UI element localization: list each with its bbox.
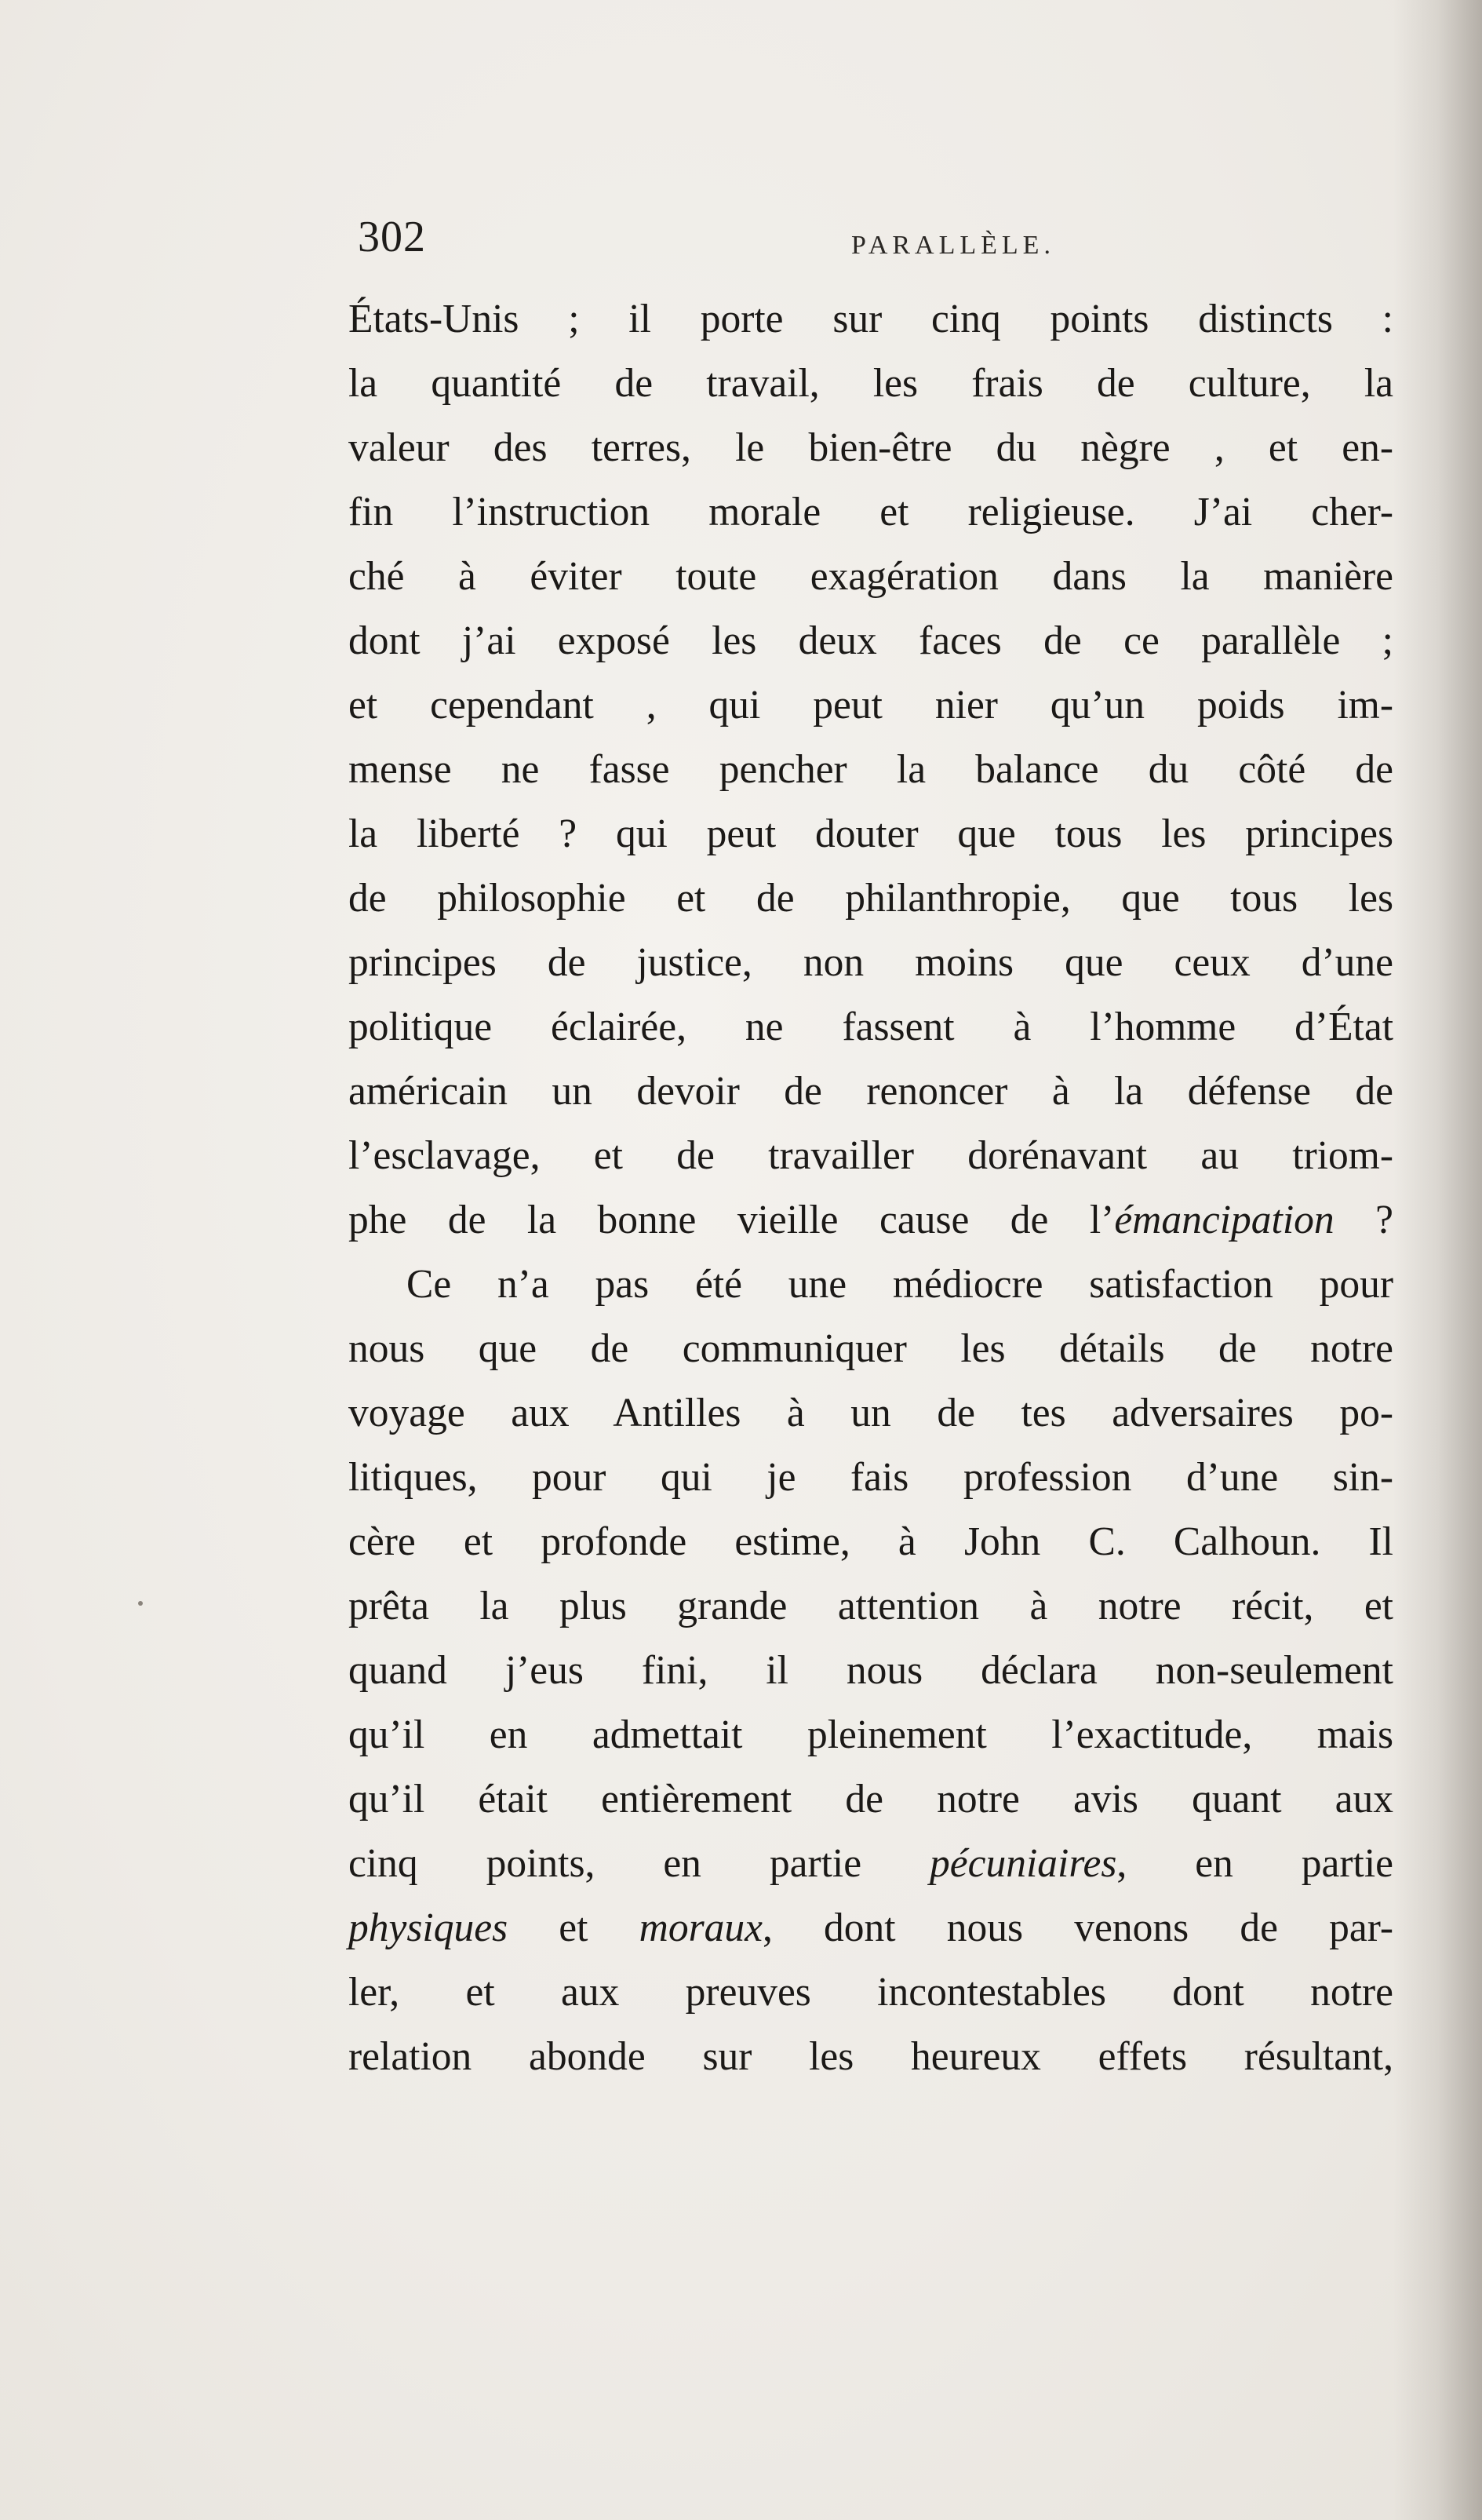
line-text: et cependant , qui peut nier qu’un poids im- bbox=[348, 683, 1393, 728]
line-text: l’esclavage, et de travailler dorénavant au triom- bbox=[348, 1133, 1393, 1178]
text-line bbox=[348, 1896, 1393, 1960]
line-text: fin l’instruction morale et religieuse. J’ai cher- bbox=[348, 490, 1393, 534]
line-text: qu’il était entièrement de notre avis quant aux bbox=[348, 1777, 1393, 1822]
line-text: cère et profonde estime, à John C. Calhoun. Il bbox=[348, 1519, 1393, 1564]
line-text: valeur des terres, le bien-être du nègre , et en- bbox=[348, 425, 1393, 470]
text-line bbox=[348, 802, 1393, 866]
text-line bbox=[348, 1124, 1393, 1188]
text-line bbox=[348, 1188, 1393, 1253]
text-line bbox=[348, 866, 1393, 931]
text-line bbox=[348, 1703, 1393, 1767]
line-text: dont j’ai exposé les deux faces de ce parallèle ; bbox=[348, 618, 1393, 663]
line-text: ? bbox=[1334, 1198, 1393, 1242]
line-text: politique éclairée, ne fassent à l’homme d’État bbox=[348, 1005, 1393, 1049]
line-text: la liberté ? qui peut douter que tous les principes bbox=[348, 811, 1393, 856]
line-text: , dont nous venons de par- bbox=[762, 1905, 1393, 1950]
line-text: litiques, pour qui je fais profession d’une sin- bbox=[348, 1455, 1393, 1500]
line-text: principes de justice, non moins que ceux d’une bbox=[348, 940, 1393, 985]
text-line bbox=[348, 1510, 1393, 1574]
line-text: nous que de communiquer les détails de notre bbox=[348, 1326, 1393, 1371]
line-text: voyage aux Antilles à un de tes adversaires po- bbox=[348, 1391, 1393, 1435]
body-text bbox=[348, 287, 1393, 2089]
line-text: quand j’eus fini, il nous déclara non-seulement bbox=[348, 1648, 1393, 1693]
line-text: relation abonde sur les heureux effets résultant, bbox=[348, 2034, 1393, 2079]
line-text: cinq points, en partie bbox=[348, 1841, 930, 1886]
line-text: mense ne fasse pencher la balance du côté de bbox=[348, 747, 1393, 792]
line-text: et bbox=[508, 1905, 639, 1950]
line-text: , en partie bbox=[1116, 1841, 1393, 1886]
text-line bbox=[348, 545, 1393, 609]
italic-text: émancipation bbox=[1114, 1198, 1335, 1242]
text-line bbox=[348, 1381, 1393, 1446]
italic-text: physiques bbox=[348, 1905, 508, 1950]
line-text: ché à éviter toute exagération dans la manière bbox=[348, 554, 1393, 599]
text-line bbox=[348, 1960, 1393, 2025]
text-line bbox=[348, 673, 1393, 738]
page-number: 302 bbox=[358, 213, 426, 261]
text-line bbox=[348, 609, 1393, 673]
line-text: la quantité de travail, les frais de culture, la bbox=[348, 361, 1393, 406]
line-text: de philosophie et de philanthropie, que tous les bbox=[348, 876, 1393, 921]
line-text: phe de la bonne vieille cause de l’ bbox=[348, 1198, 1115, 1242]
text-line bbox=[348, 2025, 1393, 2089]
italic-text: pécuniaires bbox=[930, 1841, 1117, 1886]
text-line bbox=[348, 480, 1393, 545]
line-text: États-Unis ; il porte sur cinq points distincts : bbox=[348, 297, 1393, 341]
text-line bbox=[348, 287, 1393, 352]
line-text: qu’il en admettait pleinement l’exactitude, mais bbox=[348, 1712, 1393, 1757]
line-text: ler, et aux preuves incontestables dont notre bbox=[348, 1970, 1393, 2015]
text-line bbox=[348, 931, 1393, 995]
text-line bbox=[348, 1832, 1393, 1896]
text-line bbox=[348, 1446, 1393, 1510]
text-line bbox=[348, 1317, 1393, 1381]
page-header bbox=[345, 206, 1396, 276]
text-line bbox=[348, 1253, 1393, 1317]
text-line bbox=[348, 352, 1393, 416]
line-text: Ce n’a pas été une médiocre satisfaction pour bbox=[406, 1262, 1393, 1307]
paper-speck bbox=[138, 1601, 143, 1606]
text-line bbox=[348, 995, 1393, 1059]
text-line bbox=[348, 1767, 1393, 1832]
text-line bbox=[348, 738, 1393, 802]
running-title: PARALLÈLE. bbox=[851, 231, 1055, 260]
text-line bbox=[348, 416, 1393, 480]
italic-text: moraux bbox=[639, 1905, 763, 1950]
line-text: américain un devoir de renoncer à la défense de bbox=[348, 1069, 1393, 1114]
line-text: prêta la plus grande attention à notre récit, et bbox=[348, 1584, 1393, 1628]
text-line bbox=[348, 1574, 1393, 1639]
text-line bbox=[348, 1059, 1393, 1124]
text-line bbox=[348, 1639, 1393, 1703]
